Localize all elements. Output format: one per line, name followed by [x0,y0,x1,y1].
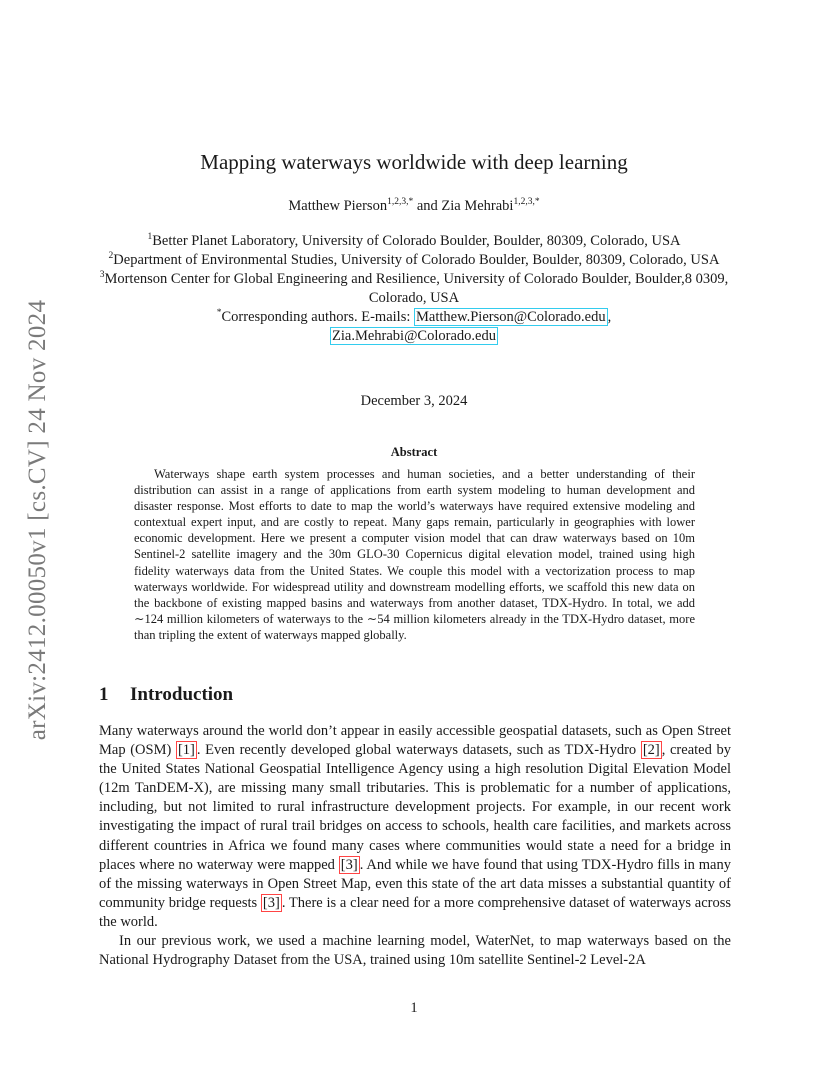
author-name: Matthew Pierson [288,198,388,214]
paragraph: Many waterways around the world don’t appear in easily accessible geospatial datasets, such as Open Street Map (OSM) [1] . Even recently developed global waterways datasets, such as TDX-Hydro [2] , created by the United States National Geospatial Intelligence Agency using a high resolution Digital Elevation Model (12m TanDEM-X), are missing many small tributaries. This is problematic for a number of applications, including, but not limited to rural infrastructure development projects. For example, in our recent work investigating the impact of rural trail bridges on access to schools, health care facilities, and markets across different countries in Africa we found many cases where communities would state a need for a bridge in places where no waterway were mapped [3] . And while we have found that using TDX-Hydro fills in many of the missing waterways in Open Street Map, even this state of the art data misses a substantial quantity of community bridge requests [3] . There is a clear need for a more comprehensive dataset of waterways across the world. [99,723,731,930]
arxiv-id-text: arXiv:2412.00050v1 [cs.CV] 24 Nov 2024 [24,299,51,741]
section-title: Introduction [130,684,234,705]
email-link[interactable]: Zia.Mehrabi@Colorado.edu [332,328,496,344]
paper-date: December 3, 2024 [360,393,468,409]
body-text [99,722,731,970]
paragraph: In our previous work, we used a machine learning model, WaterNet, to map waterways based on the National Hydrography Dataset from the USA, trained using 10m satellite Sentinel-2 Level-2A [99,933,731,969]
page-number: 1 [410,1000,418,1016]
author-list [0,198,828,215]
email-link[interactable]: Matthew.Pierson@Colorado.edu [416,309,606,325]
citation-link[interactable]: [2] [642,742,660,759]
paper-title: Mapping waterways worldwide with deep learning [200,150,628,174]
arxiv-sidebar-stamp [22,280,54,760]
author-name: Zia Mehrabi [441,198,514,214]
section-heading [99,684,233,706]
affiliation-3: $^3$Mortenson Center for Global Engineering and Resilience, University of Colorado Boulder, Boulder,8 0309, Colorado, USA [99,270,729,306]
author-superscript: 1,2,3,* [387,197,414,208]
citation-link[interactable]: [1] [177,742,195,759]
affiliation-2: $^2$Department of Environmental Studies, University of Colorado Boulder, Boulder, 80309, Colorado, USA [108,251,720,268]
abstract-heading: Abstract [390,445,438,459]
author-connector: and [413,198,442,214]
corresponding-authors: *Corresponding authors. E-mails: Matthew.Pierson@Colorado.edu , Zia.Mehrabi@Colorado.edu [216,308,612,344]
affiliations [95,232,733,346]
citation-link[interactable]: [3] [262,894,280,911]
citation-link[interactable]: [3] [340,856,358,873]
abstract-text: Waterways shape earth system processes and human societies, and a better understanding of their distribution can assist in a range of applications from earth system modeling to human development and disaster response. Most efforts to date to map the world’s waterways have required extensive modeling and contextual expert input, and are costly to repeat. Many gaps remain, particularly in geographies with lower economic development. Here we present a computer vision model that can draw waterways based on 10m Sentinel-2 satellite imagery and the 30m GLO-30 Copernicus digital elevation model, trained using high fidelity waterways data from the United States. We couple this model with a vectorization process to map waterways worldwide. For widespread utility and downstream modelling efforts, we scaffold this new data on the backbone of existing mapped basins and waterways from another dataset, TDX-Hydro. In total, we add ∼124 million kilometers of waterways to the ∼54 million kilometers already in the TDX-Hydro dataset, more than tripling the extent of waterways mapped globally. [134,467,695,642]
affiliation-1: $^1$Better Planet Laboratory, University of Colorado Boulder, Boulder, 80309, Colorado, USA [147,232,681,249]
author-superscript: 1,2,3,* [513,197,540,208]
section-number: 1 [99,684,109,705]
